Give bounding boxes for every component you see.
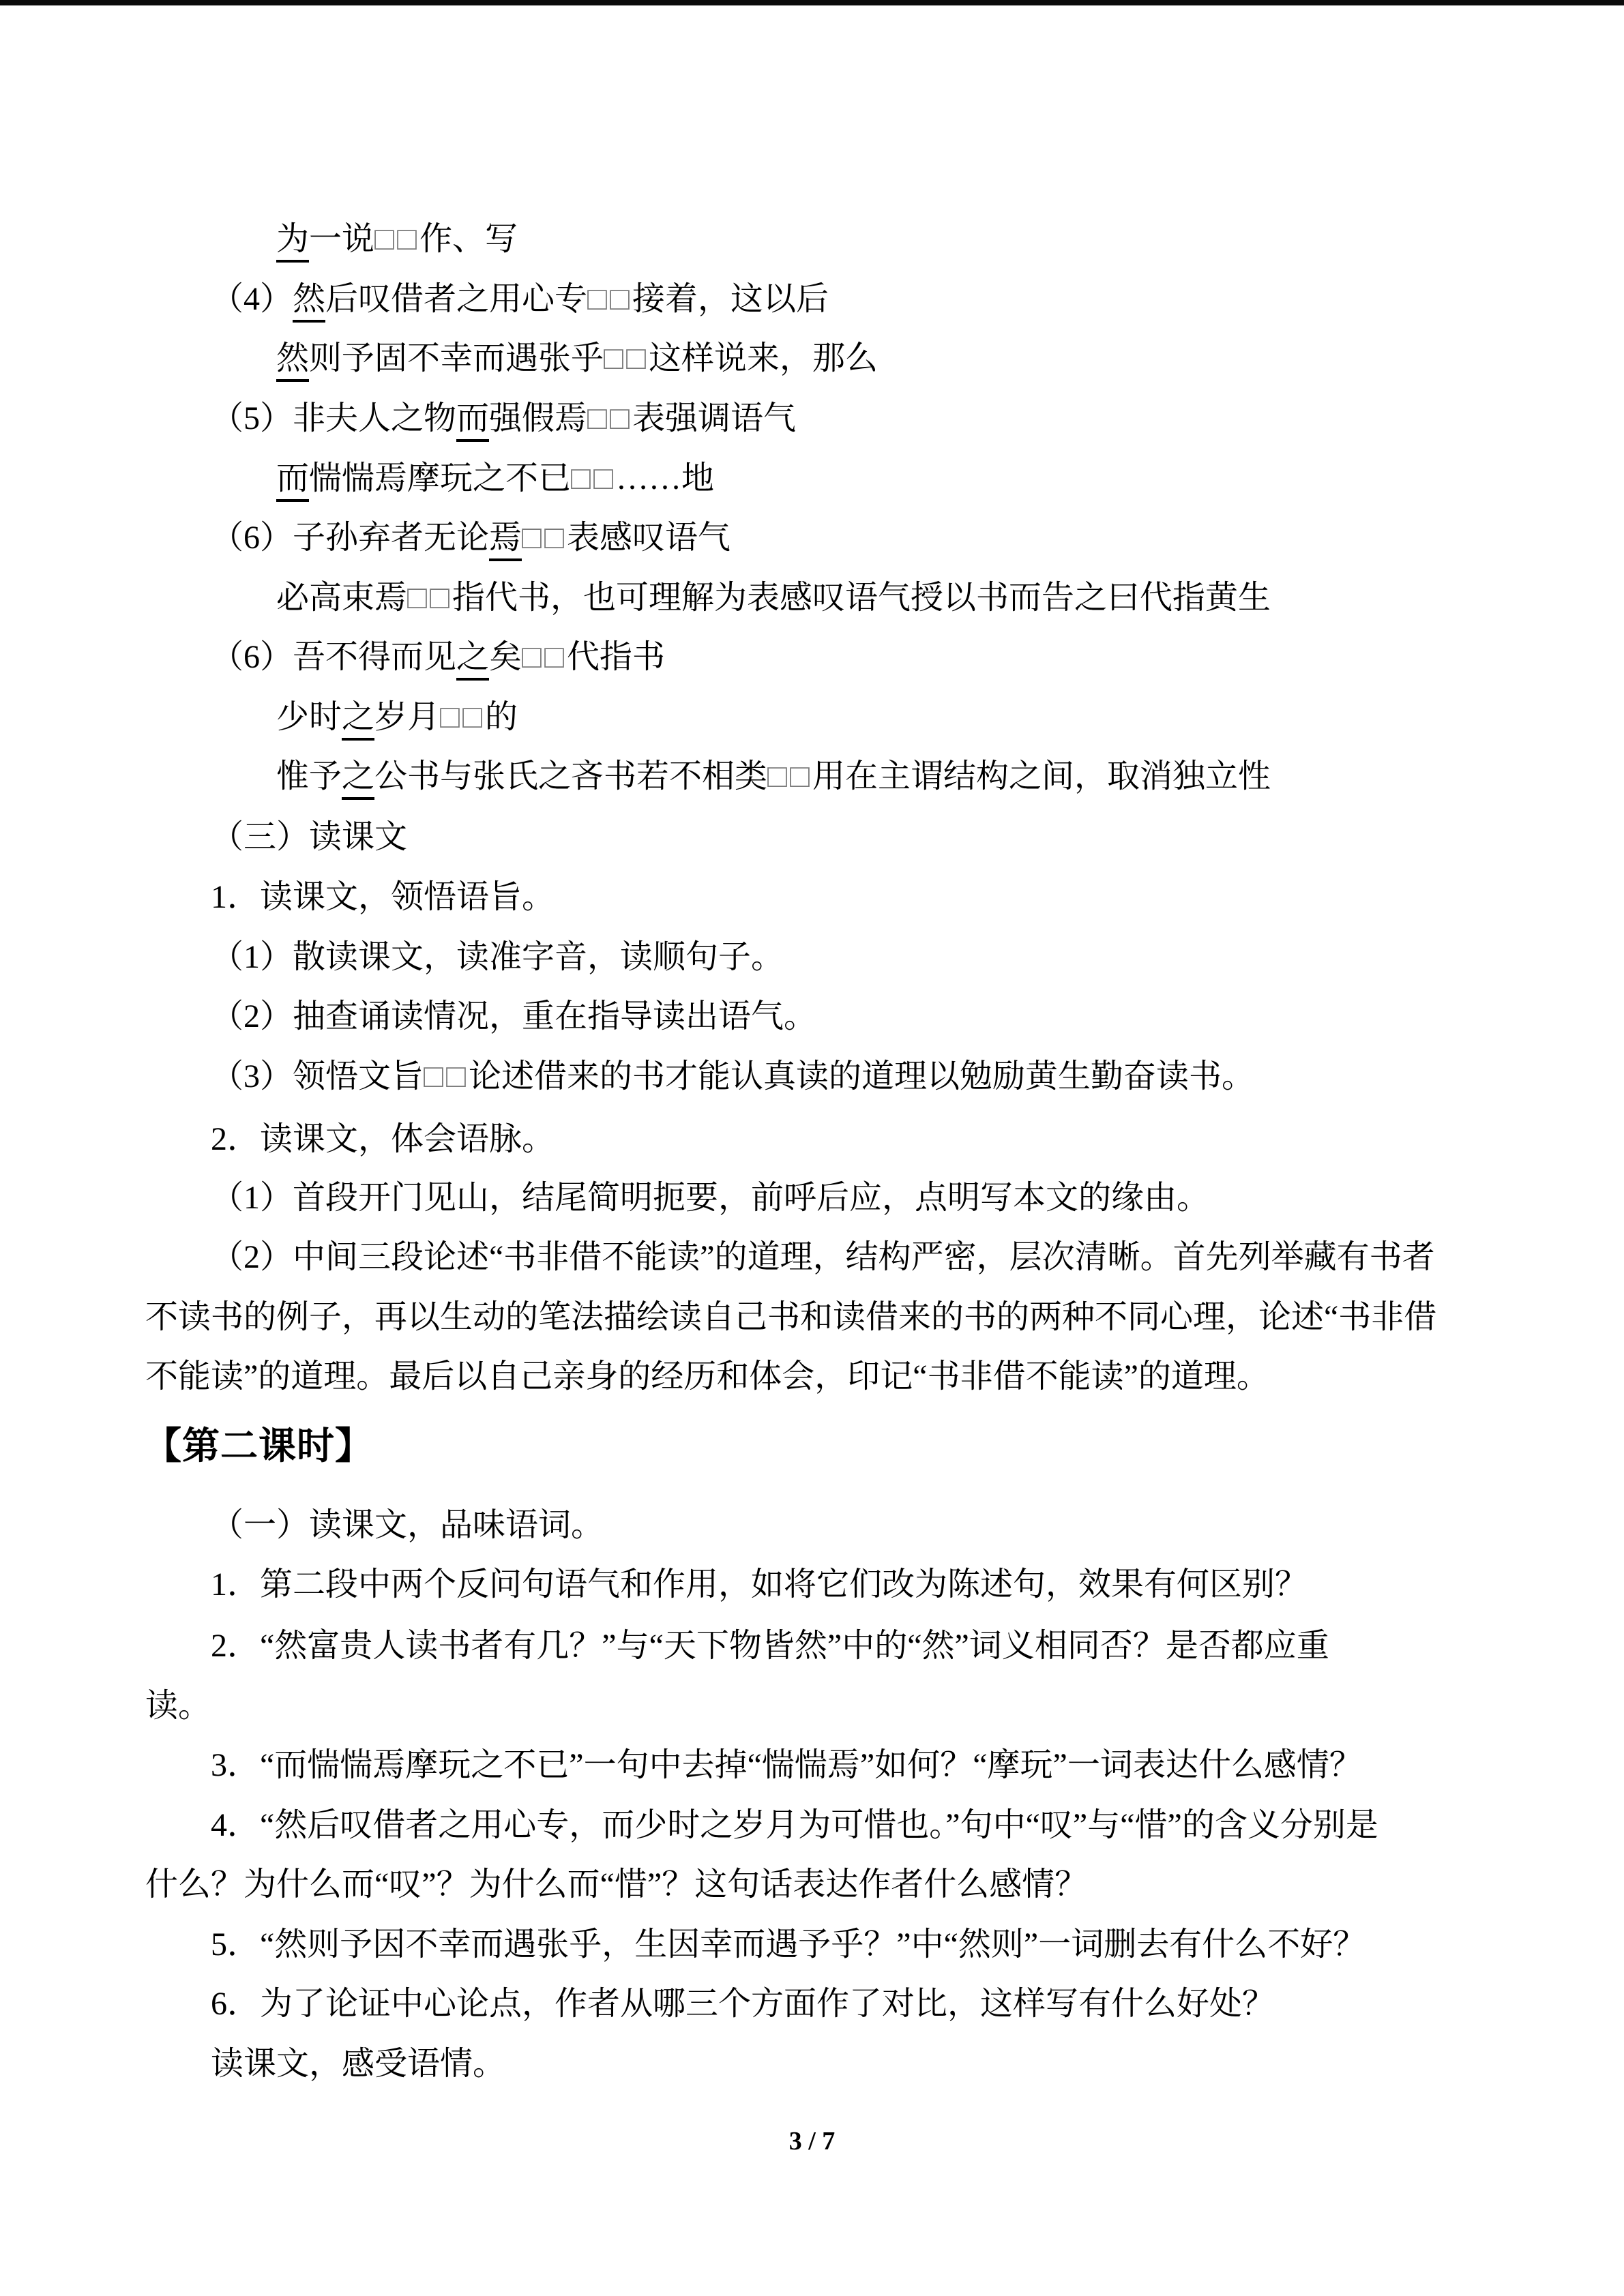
text-segment: 的 (485, 699, 518, 735)
text-segment: 不能读”的道理。最后以自己亲身的经历和体会，印记“书非借不能读”的道理。 (145, 1358, 1269, 1395)
text-segment: 少时 (276, 699, 342, 735)
top-edge-bar (0, 0, 1624, 5)
text-segment: 接着，这以后 (632, 281, 829, 317)
text-segment: 矣 (489, 639, 522, 675)
text-segment: 读课文，感受语情。 (211, 2046, 506, 2082)
text-segment: 什么？为什么而“叹”？为什么而“惜”？这句话表达作者什么感情？ (145, 1866, 1088, 1903)
doc-line (211, 1746, 1362, 1784)
doc-line (211, 818, 407, 856)
doc-line (211, 1506, 604, 1544)
text-segment: 强假焉 (489, 400, 588, 436)
text-segment: 岁月 (374, 699, 441, 735)
text-segment: 用在主谓结构之间，取消独立性 (812, 758, 1271, 794)
text-segment: 代指书 (567, 639, 666, 675)
doc-line (145, 1687, 211, 1725)
doc-line (211, 519, 730, 556)
placeholder-box: □□ (522, 639, 567, 675)
text-segment: 公书与张氏之吝书若不相类 (374, 758, 768, 794)
text-segment: （1）首段开门见山，结尾简明扼要，前呼后应，点明写本文的缘由。 (211, 1180, 1210, 1216)
placeholder-box: □□ (424, 1058, 469, 1094)
underlined-char: 焉 (489, 520, 522, 561)
doc-line (276, 220, 518, 258)
text-segment: 2．读课文，体会语脉。 (211, 1121, 555, 1157)
placeholder-box: □□ (374, 221, 420, 257)
section-heading: 【第二课时】 (144, 1425, 374, 1467)
page-number: 3 / 7 (788, 2127, 836, 2156)
placeholder-box: □□ (571, 460, 617, 496)
doc-line (276, 758, 1271, 795)
text-segment: 6．为了论证中心论点，作者从哪三个方面作了对比，这样写有什么好处？ (211, 1986, 1275, 2022)
text-segment: 惴惴焉摩玩之不已 (309, 460, 572, 496)
placeholder-box: □□ (587, 400, 633, 436)
text-segment: ……地 (616, 460, 715, 496)
underlined-char: 然 (276, 340, 309, 382)
text-segment: 则予固不幸而遇张乎 (309, 340, 604, 376)
doc-line (211, 1058, 1254, 1095)
doc-line (211, 1179, 1209, 1217)
doc-line (276, 579, 1271, 616)
text-segment: 2．“然富贵人读书者有几？”与“天下物皆然”中的“然”词义相同否？是否都应重 (211, 1628, 1329, 1664)
underlined-char: 而 (456, 400, 489, 442)
underlined-char: 为 (276, 221, 309, 263)
text-segment: （2）中间三段论述“书非借不能读”的道理，结构严密，层次清晰。首先列举藏有书者 (211, 1239, 1435, 1275)
doc-line (211, 1566, 1308, 1603)
doc-line (211, 938, 784, 976)
placeholder-box: □□ (587, 281, 633, 317)
text-segment: （三）读课文 (211, 819, 408, 855)
text-segment: 5．“然则予因不幸而遇张乎，生因幸而遇予乎？”中“然则”一词删去有什么不好？ (211, 1926, 1366, 1963)
placeholder-box: □□ (440, 699, 486, 735)
placeholder-box: □□ (604, 340, 649, 376)
text-segment: 表感叹语气 (567, 520, 731, 556)
text-segment: 后叹借者之用心专 (325, 281, 588, 317)
text-segment: 作、写 (419, 221, 518, 257)
doc-line (145, 1298, 1436, 1336)
underlined-char: 之 (342, 758, 374, 800)
doc-line (211, 1120, 555, 1158)
placeholder-box: □□ (767, 758, 813, 794)
placeholder-box: □□ (522, 520, 567, 556)
text-segment: 这样说来，那么 (649, 340, 879, 376)
text-segment: 必高束焉 (276, 580, 408, 616)
doc-line (211, 280, 829, 318)
doc-line (276, 340, 878, 377)
text-segment: 表强调语气 (632, 400, 797, 436)
doc-line (211, 998, 816, 1035)
underlined-char: 然 (293, 281, 325, 323)
text-segment: （6）吾不得而见 (211, 639, 457, 675)
text-segment: 1．读课文，领悟语旨。 (211, 879, 555, 915)
placeholder-box: □□ (407, 580, 452, 616)
text-segment: （1）散读课文，读准字音，读顺句子。 (211, 939, 784, 975)
text-segment: 指代书，也可理解为表感叹语气授以书而告之曰代指黄生 (452, 580, 1271, 616)
text-segment: 1．第二段中两个反问句语气和作用，如将它们改为陈述句，效果有何区别？ (211, 1566, 1308, 1602)
text-segment: （3）领悟文旨 (211, 1058, 424, 1094)
underlined-char: 之 (456, 639, 489, 681)
doc-line (211, 1806, 1378, 1844)
text-segment: （5）非夫人之物 (211, 400, 457, 436)
underlined-char: 之 (342, 699, 374, 741)
text-segment: 论述借来的书才能认真读的道理以勉励黄生勤奋读书。 (469, 1058, 1255, 1094)
doc-line (211, 2045, 505, 2083)
text-segment: （6）子孙弃者无论 (211, 520, 490, 556)
text-segment: （2）抽查诵读情况，重在指导读出语气。 (211, 998, 817, 1034)
doc-line (211, 1985, 1275, 2023)
doc-line (211, 1627, 1329, 1665)
text-segment: 一说 (309, 221, 375, 257)
doc-line (211, 400, 796, 437)
doc-line (145, 1358, 1269, 1395)
doc-line (211, 638, 665, 676)
text-segment: 惟予 (276, 758, 342, 794)
underlined-char: 而 (276, 460, 309, 502)
doc-line (211, 878, 555, 916)
text-segment: 读。 (145, 1688, 211, 1724)
text-segment: 不读书的例子，再以生动的笔法描绘读自己书和读借来的书的两种不同心理，论述“书非借 (145, 1299, 1437, 1335)
doc-line (211, 1926, 1365, 1963)
text-segment: 4．“然后叹借者之用心专，而少时之岁月为可惜也。”句中“叹”与“惜”的含义分别是 (211, 1807, 1378, 1843)
text-segment: 3．“而惴惴焉摩玩之不已”一句中去掉“惴惴焉”如何？“摩玩”一词表达什么感情？ (211, 1747, 1362, 1783)
doc-line (276, 460, 714, 497)
doc-line (276, 698, 518, 736)
text-segment: （一）读课文，品味语词。 (211, 1507, 604, 1543)
text-segment: （4） (211, 281, 293, 317)
doc-line (211, 1238, 1435, 1276)
doc-line (145, 1866, 1087, 1903)
